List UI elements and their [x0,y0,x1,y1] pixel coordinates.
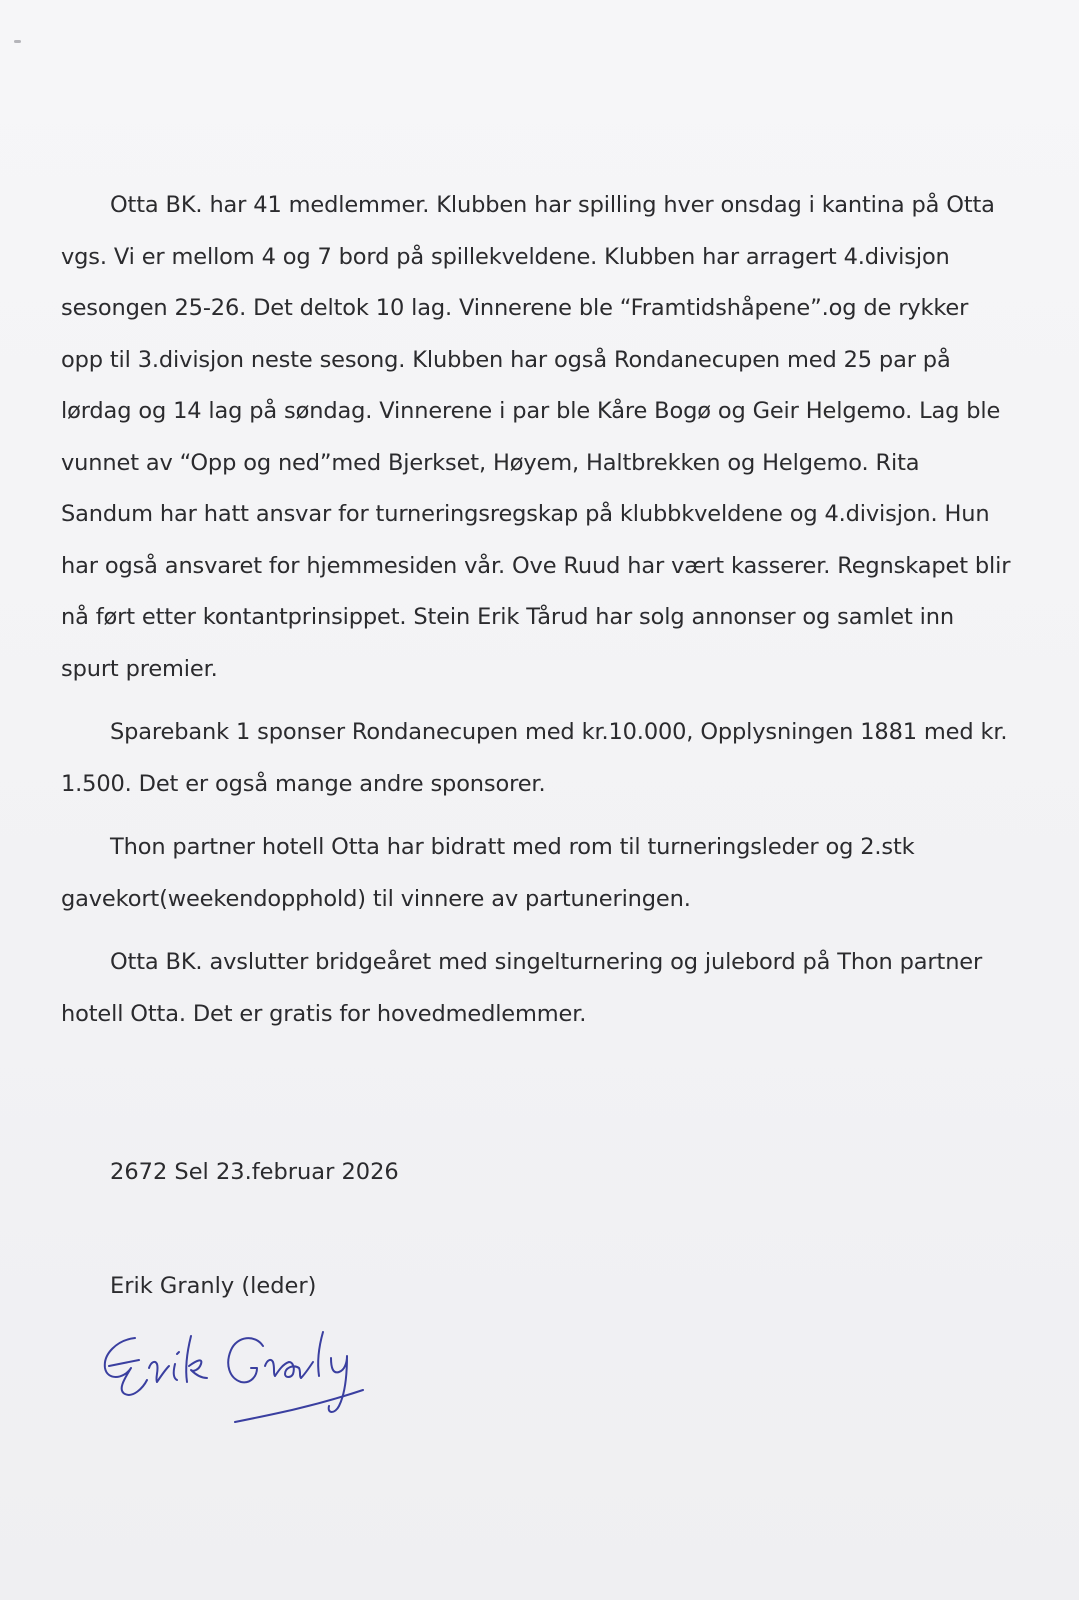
paragraph-sponsors: Sparebank 1 sponser Rondanecupen med kr.10.000, Opplysningen 1881 med kr. 1.500. Det er også mange andre sponsorer. [61,719,1008,797]
paper-speck [14,40,21,43]
place-date: 2672 Sel 23.februar 2026 [110,1159,399,1185]
paragraph-year-end: Otta BK. avslutter bridgeåret med singelturnering og julebord på Thon partner hotell Otta. Det er gratis for hovedmedlemmer. [61,949,983,1027]
signer-name: Erik Granly (leder) [110,1273,317,1299]
paragraph-hotel: Thon partner hotell Otta har bidratt med rom til turneringsleder og 2.stk gavekort(weekendopphold) til vinnere av partuneringen. [61,834,915,912]
paragraph-club-activities: Otta BK. har 41 medlemmer. Klubben har spilling hver onsdag i kantina på Otta vgs. Vi er mellom 4 og 7 bord på spillekveldene. Klubben har arragert 4.divisjon sesongen 25-26. Det deltok 10 lag. Vinnerene ble “Framtidshåpene”.og de rykker opp til 3.divisjon neste sesong. Klubben har også Rondanecupen med 25 par på lørdag og 14 lag på søndag. Vinnerene i par ble Kåre Bogø og Geir Helgemo. Lag ble vunnet av “Opp og ned”med Bjerkset, Høyem, Haltbrekken og Helgemo. Rita Sandum har hatt ansvar for turneringsregskap på klubbkveldene og 4.divisjon. Hun har også ansvaret for hjemmesiden vår. Ove Ruud har vært kasserer. Regnskapet blir nå ført etter kontantprinsippet. Stein Erik Tårud har solg annonser og samlet inn spurt premier. [61,192,1011,682]
letter-body [61,180,1011,1052]
handwritten-signature [95,1318,395,1428]
